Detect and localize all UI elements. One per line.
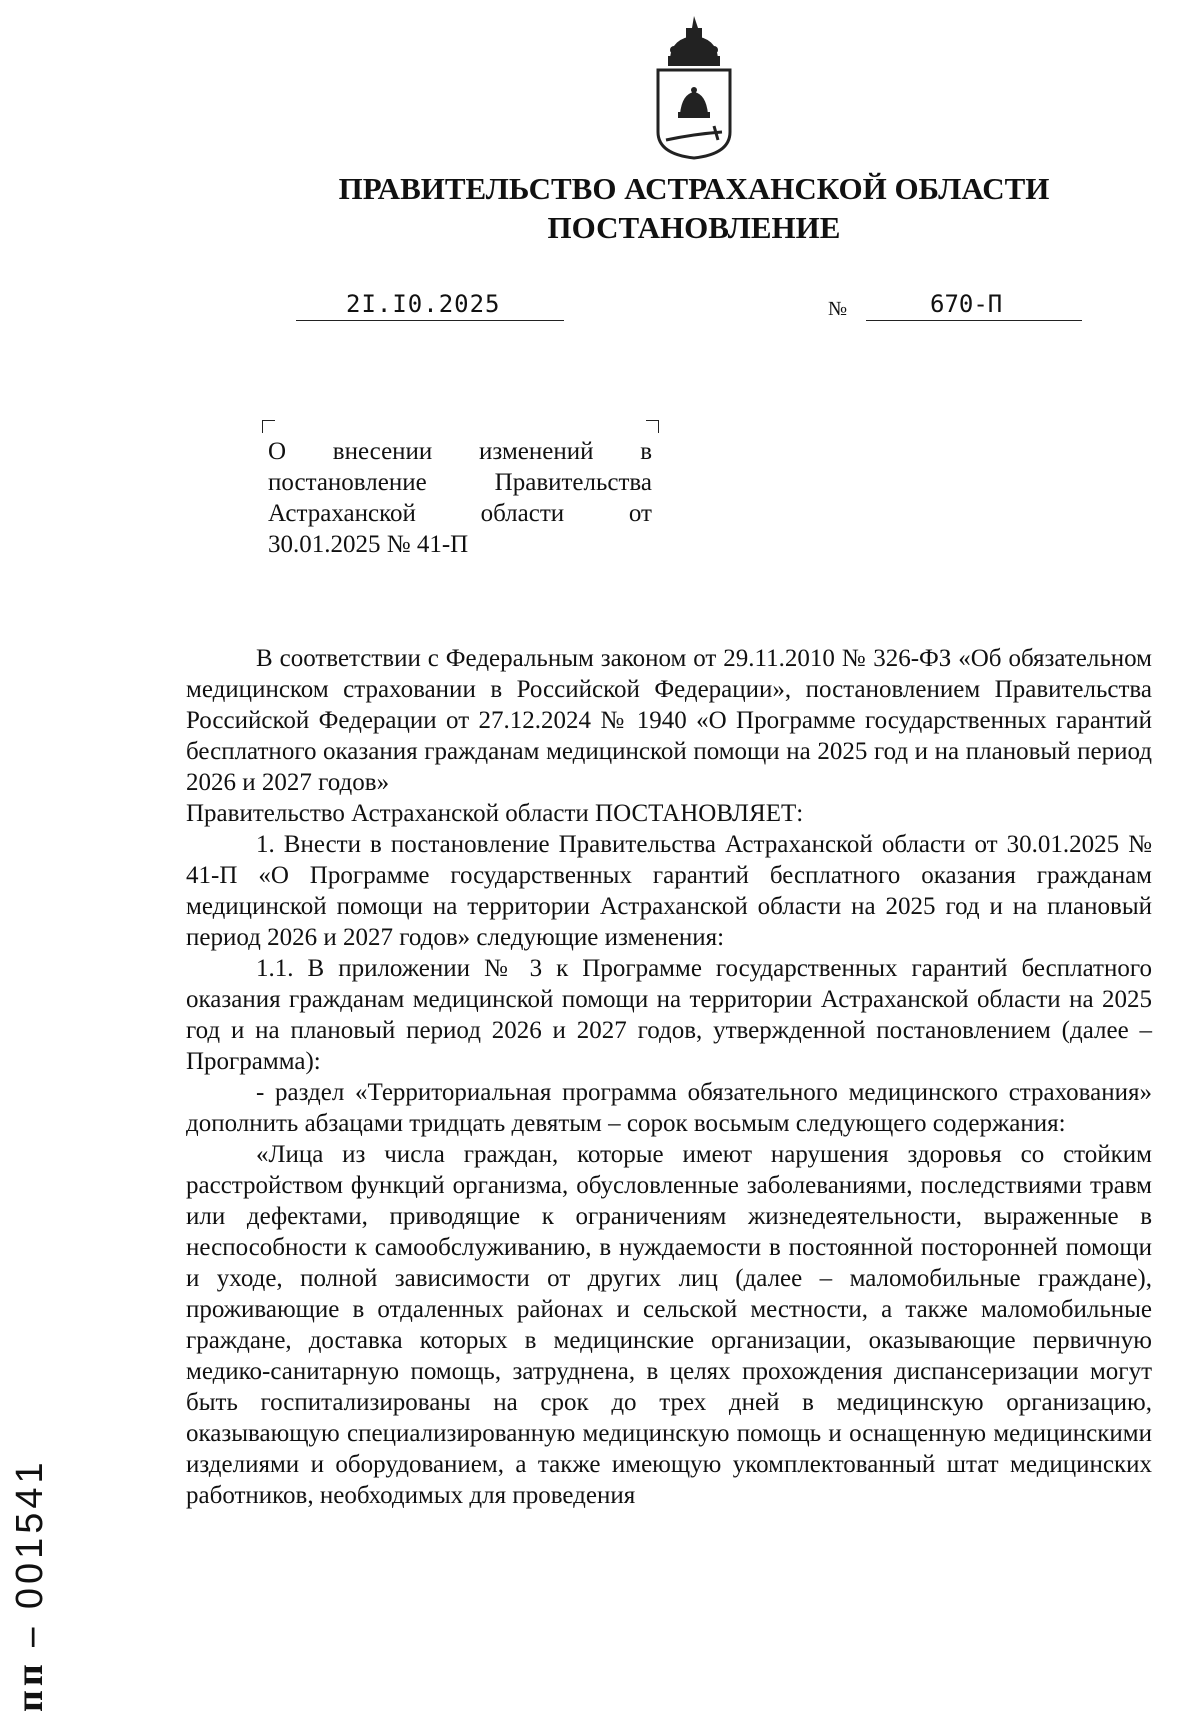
- body-paragraph: В соответствии с Федеральным законом от 29.11.2010 № 326-ФЗ «Об обязательном медицинском страховании в Российской Федерации», постановлением Правительства Российской Федерации от 27.12.2024 № 1940 «О Программе государственных гарантий бесплатного оказания гражданам медицинской помощи на 2025 год и на плановый период 2026 и 2027 годов»: [186, 645, 1152, 796]
- document-type: ПОСТАНОВЛЕНИЕ: [547, 210, 841, 245]
- side-registration-stamp: [8, 1292, 52, 1712]
- subject-bracket-left: [262, 420, 275, 433]
- subject-bracket-right: [646, 420, 659, 433]
- coat-of-arms-icon: [652, 14, 736, 160]
- page-title: ПРАВИТЕЛЬСТВО АСТРАХАНСКОЙ ОБЛАСТИ: [338, 171, 1050, 206]
- body-paragraph: 1. Внести в постановление Правительства Астраханской области от 30.01.2025 № 41-П «О Программе государственных гарантий бесплатного оказания гражданам медицинской помощи на территории Астраханской области на 2025 год и на плановый период 2026 и 2027 годов» следующие изменения:: [186, 831, 1152, 951]
- stamp-number: 001541: [9, 1458, 51, 1610]
- body-paragraph: Правительство Астраханской области ПОСТАНОВЛЯЕТ:: [186, 800, 804, 827]
- document-number: 670-П: [930, 290, 1003, 318]
- document-subject: О внесении изменений в постановление Правительства Астраханской области от 30.01.2025 № 41-П: [268, 438, 652, 558]
- body-paragraph: 1.1. В приложении № 3 к Программе государственных гарантий бесплатного оказания гражданам медицинской помощи на территории Астраханской области на 2025 год и на плановый период 2026 и 2027 годов, утвержденной постановлением (далее – Программа):: [186, 955, 1152, 1075]
- body-paragraph: «Лица из числа граждан, которые имеют нарушения здоровья со стойким расстройством функций организма, обусловленные заболеваниями, последствиями травм или дефектами, приводящие к ограничениям жизнедеятельности, выраженные в неспособности к самообслуживанию, в нуждаемости в постоянной посторонней помощи и уходе, полной зависимости от других лиц (далее – маломобильные граждане), проживающие в отдаленных районах и сельской местности, а также маломобильные граждане, доставка которых в медицинские организации, оказывающие первичную медико-санитарную помощь, затруднена, в целях прохождения диспансеризации могут быть госпитализированы на срок до трех дней в медицинскую организацию, оказывающую специализированную медицинскую помощь и оснащенную медицинскими изделиями и оборудованием, а также имеющую укомплектованный штат медицинских работников, необходимых для проведения: [186, 1141, 1152, 1509]
- document-date: 2I.I0.2025: [346, 290, 501, 318]
- document-body: [186, 643, 1152, 1511]
- number-sign: №: [828, 298, 848, 320]
- body-paragraph: - раздел «Территориальная программа обязательного медицинского страхования» дополнить абзацами тридцать девятым – сорок восьмым следующего содержания:: [186, 1079, 1152, 1137]
- stamp-prefix: пп –: [9, 1623, 51, 1712]
